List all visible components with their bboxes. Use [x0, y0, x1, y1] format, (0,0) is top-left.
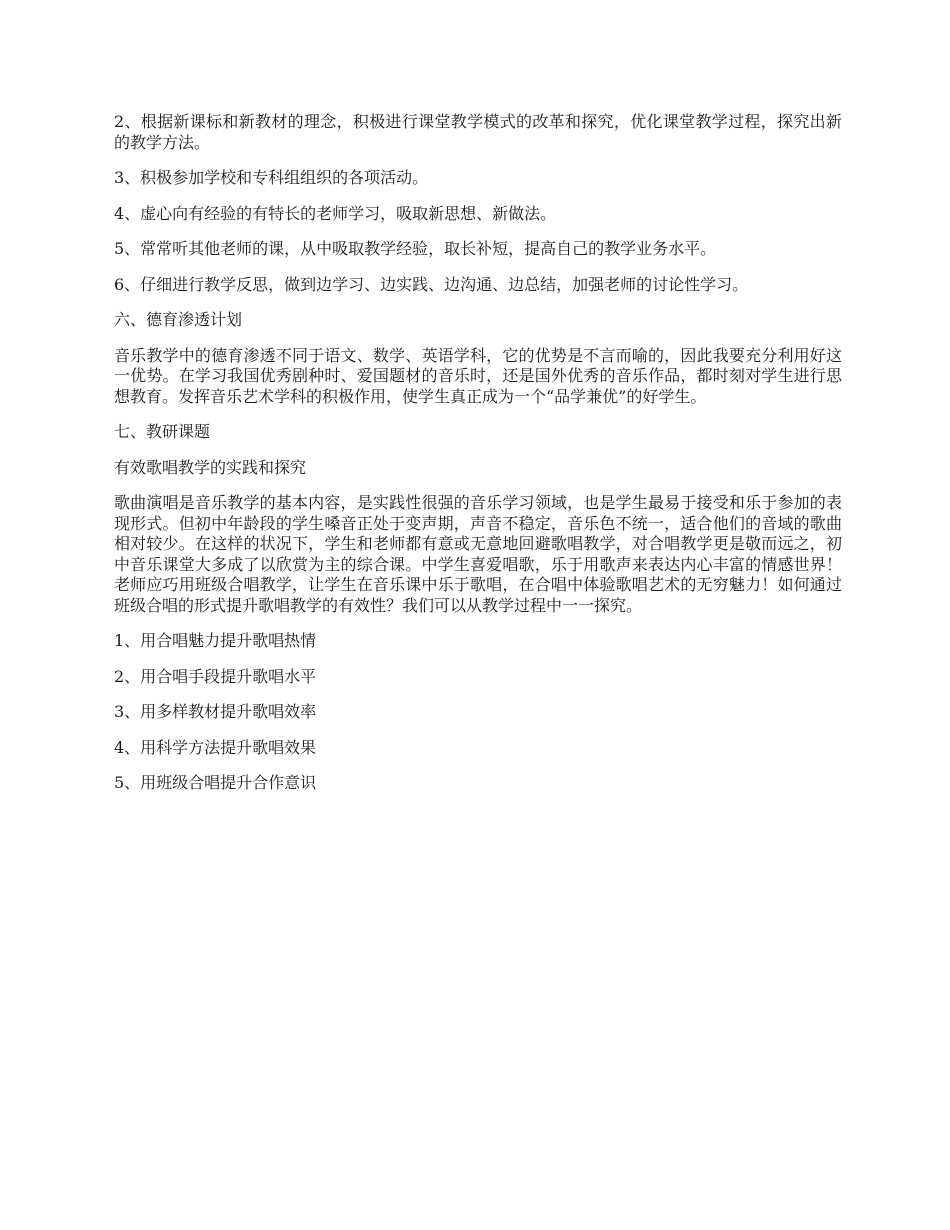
research-topic-title: 有效歌唱教学的实践和探究: [114, 457, 307, 477]
document-body: [114, 112, 842, 809]
list-item-diverse-materials: 3、用多样教材提升歌唱效率: [114, 702, 317, 721]
section-heading-moral-education: 六、德育渗透计划: [114, 310, 243, 329]
paragraph-school-activities: 3、积极参加学校和专科组组织的各项活动。: [114, 168, 429, 187]
list-item-choir-charm: 1、用合唱魅力提升歌唱热情: [114, 631, 317, 650]
list-item-choir-means: 2、用合唱手段提升歌唱水平: [114, 666, 317, 686]
paragraph-teaching-reform: 2、根据新课标和新教材的理念，积极进行课堂教学模式的改革和探究，优化课堂教学过程，探究出新的教学方法。: [114, 112, 842, 152]
paragraph-teaching-reflection: 6、仔细进行教学反思，做到边学习、边实践、边沟通、边总结，加强老师的讨论性学习。: [114, 274, 749, 294]
paragraph-learn-from-teachers: 4、虚心向有经验的有特长的老师学习，吸取新思想、新做法。: [114, 203, 557, 223]
paragraph-moral-education: 音乐教学中的德育渗透不同于语文、数学、英语学科，它的优势是不言而喻的，因此我要充分利用好这一优势。在学习我国优秀剧种时、爱国题材的音乐时，还是国外优秀的音乐作品，都时刻对学生进行思想教育。发挥音乐艺术学科的积极作用，使学生真正成为一个“品学兼优”的好学生。: [114, 345, 842, 406]
paragraph-observe-classes: 5、常常听其他老师的课，从中吸取教学经验，取长补短，提高自己的教学业务水平。: [114, 239, 717, 258]
list-item-class-choir: 5、用班级合唱提升合作意识: [114, 773, 317, 792]
list-item-scientific-methods: 4、用科学方法提升歌唱效果: [114, 737, 317, 757]
section-heading-research-topic: 七、教研课题: [114, 422, 211, 441]
paragraph-singing-teaching: 歌曲演唱是音乐教学的基本内容，是实践性很强的音乐学习领域，也是学生最易于接受和乐于参加的表现形式。但初中年龄段的学生嗓音正处于变声期，声音不稳定，音乐色不统一，适合他们的音域的歌曲相对较少。在这样的状况下，学生和老师都有意或无意地回避歌唱教学，对合唱教学更是敬而远之，初中音乐课堂大多成了以欣赏为主的综合课。中学生喜爱唱歌，乐于用歌声来表达内心丰富的情感世界！老师应巧用班级合唱教学，让学生在音乐课中乐于歌唱，在合唱中体验歌唱艺术的无穷魅力！如何通过班级合唱的形式提升歌唱教学的有效性？我们可以从教学过程中一一探究。: [114, 493, 842, 615]
